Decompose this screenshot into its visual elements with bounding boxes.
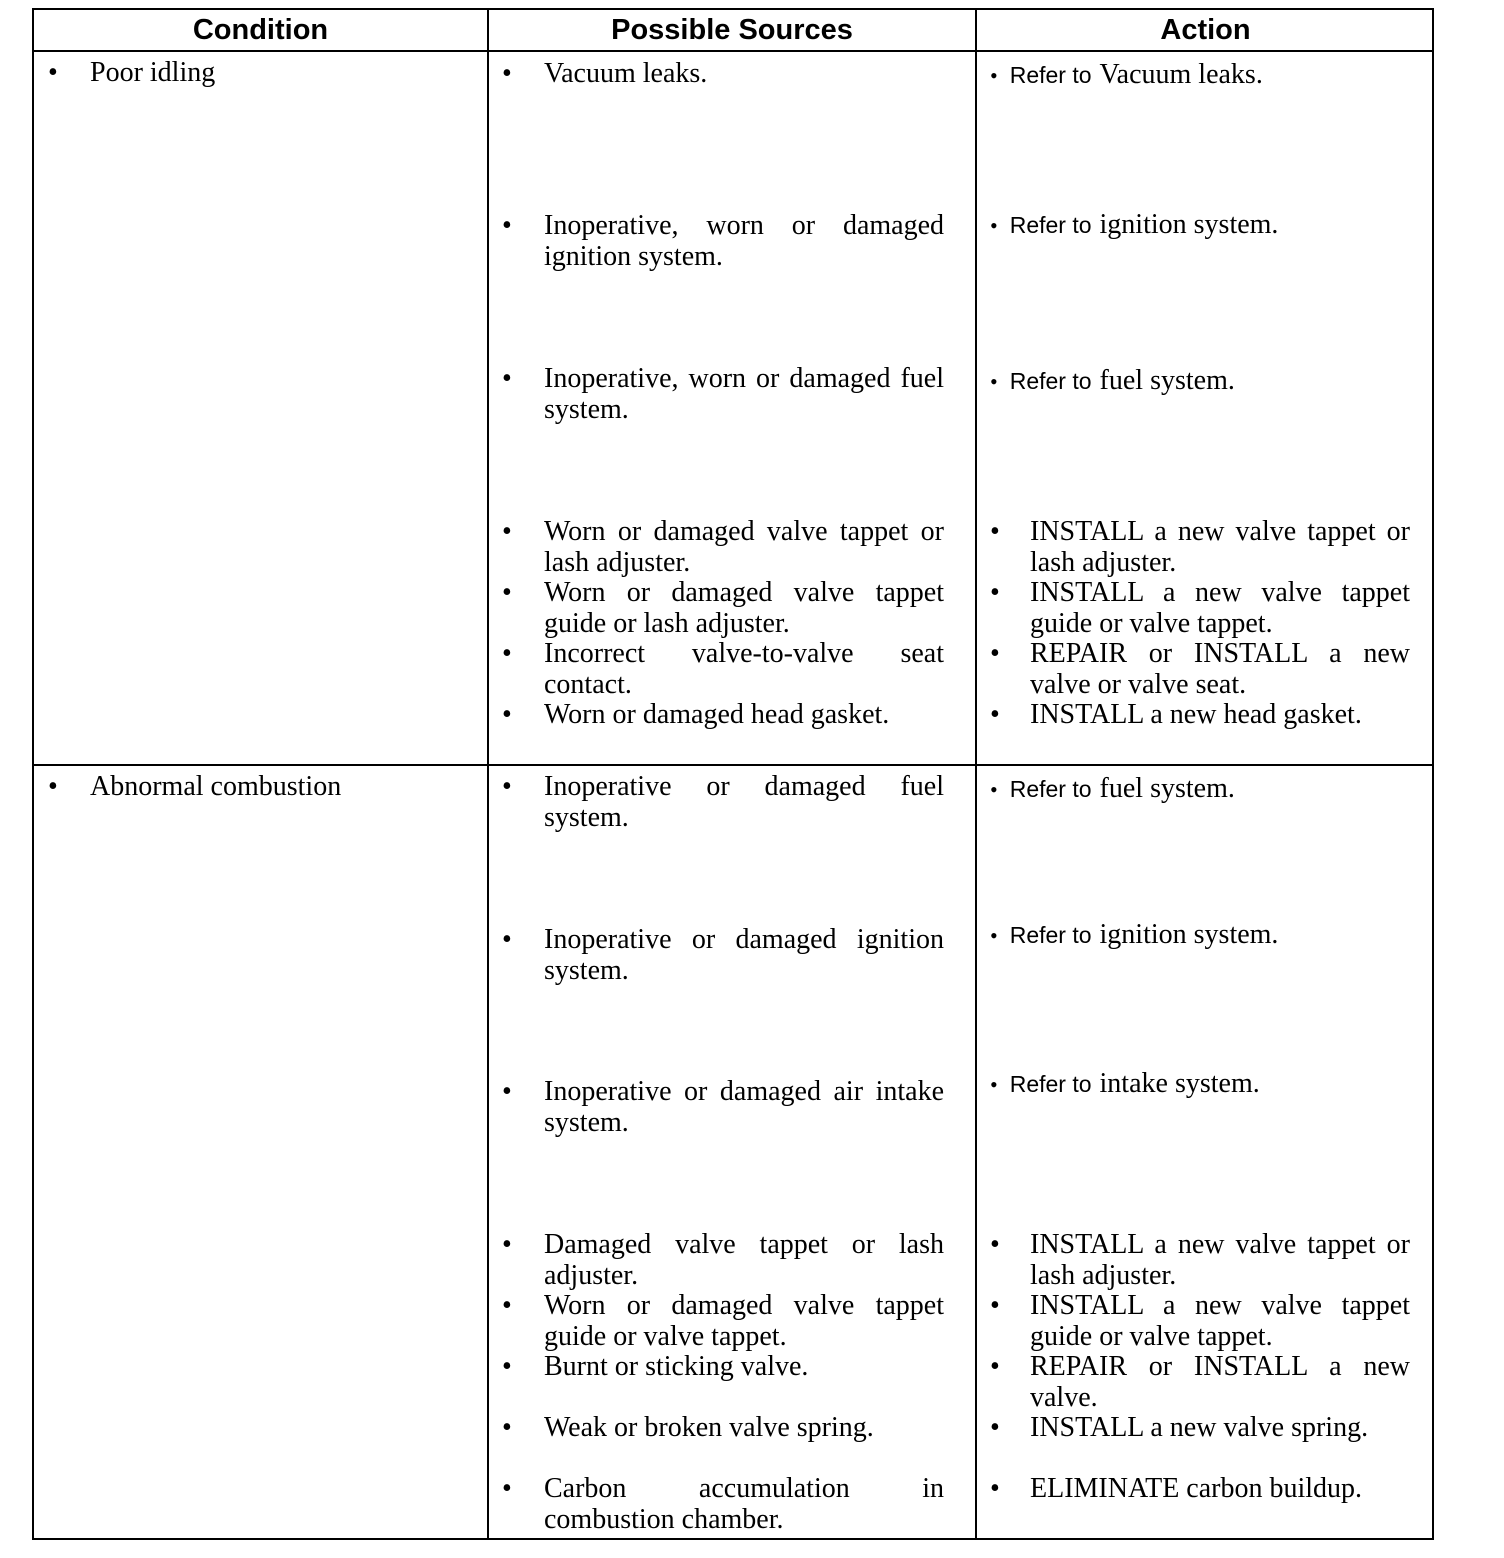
source-item (502, 639, 944, 700)
source-text: Vacuum leaks. (544, 58, 708, 89)
troubleshooting-table (32, 8, 1434, 1540)
bullet-icon: • (990, 516, 1000, 547)
bullet-icon: • (502, 1076, 512, 1107)
condition-cell (48, 58, 215, 88)
source-item (502, 925, 944, 986)
bullet-icon: • (990, 1290, 1000, 1321)
bullet-icon: • (502, 1351, 512, 1382)
bullet-icon: • (990, 699, 1000, 730)
refer-label: Refer to (1009, 212, 1092, 238)
header-action: Action (1160, 14, 1251, 46)
bullet-icon: • (502, 1473, 512, 1504)
refer-target: fuel system. (1099, 365, 1235, 396)
action-item (990, 1352, 1410, 1413)
action-item (990, 1230, 1410, 1291)
bullet-icon: • (502, 210, 512, 241)
source-item (502, 700, 944, 731)
action-item (990, 578, 1410, 639)
bullet-icon: • (502, 771, 512, 802)
refer-label: Refer to (1009, 922, 1092, 948)
bullet-icon: • (990, 63, 998, 88)
column-divider (487, 10, 489, 1538)
source-item (502, 517, 944, 578)
source-text: Worn or damaged head gasket. (544, 699, 890, 730)
bullet-icon: • (990, 577, 1000, 608)
source-item (502, 1474, 944, 1535)
refer-target: ignition system. (1099, 209, 1279, 240)
row-divider (34, 764, 1432, 766)
bullet-icon: • (502, 577, 512, 608)
bullet-icon: • (502, 363, 512, 394)
refer-target: fuel system. (1099, 773, 1235, 804)
source-text: Inoperative, worn or damaged ignition system. (544, 210, 944, 272)
action-text: INSTALL a new valve spring. (1030, 1412, 1369, 1443)
bullet-icon: • (502, 58, 512, 89)
refer-label: Refer to (1009, 1071, 1092, 1097)
action-text: INSTALL a new valve tappet guide or valve tappet. (1030, 1290, 1410, 1352)
bullet-icon: • (990, 923, 998, 948)
bullet-icon: • (990, 1072, 998, 1097)
source-item (502, 59, 944, 90)
condition-text: Abnormal combustion (90, 771, 342, 802)
bullet-icon: • (502, 1229, 512, 1260)
source-text: Incorrect valve-to-valve seat contact. (544, 638, 944, 700)
action-text: REPAIR or INSTALL a new valve. (1030, 1351, 1410, 1413)
bullet-icon: • (990, 1473, 1000, 1504)
action-refer-item (990, 1069, 1260, 1100)
action-text: REPAIR or INSTALL a new valve or valve seat. (1030, 638, 1410, 700)
source-item (502, 1291, 944, 1352)
source-text: Worn or damaged valve tappet or lash adjuster. (544, 516, 944, 578)
action-item (990, 1413, 1410, 1444)
action-text: INSTALL a new valve tappet guide or valve tappet. (1030, 577, 1410, 639)
refer-target: intake system. (1099, 1068, 1260, 1099)
column-divider (975, 10, 977, 1538)
bullet-icon: • (48, 57, 58, 88)
condition-cell (48, 772, 341, 802)
bullet-icon: • (990, 638, 1000, 669)
action-refer-item (990, 60, 1263, 91)
source-text: Burnt or sticking valve. (544, 1351, 809, 1382)
refer-label: Refer to (1009, 776, 1092, 802)
source-text: Inoperative, worn or damaged fuel system. (544, 363, 944, 425)
bullet-icon: • (990, 1229, 1000, 1260)
source-item (502, 1413, 944, 1444)
action-refer-item (990, 920, 1278, 951)
header-possible-sources: Possible Sources (611, 14, 853, 46)
bullet-icon: • (990, 1412, 1000, 1443)
condition-text: Poor idling (90, 57, 216, 88)
action-text: INSTALL a new valve tappet or lash adjuster. (1030, 1229, 1410, 1291)
source-item (502, 364, 944, 425)
bullet-icon: • (502, 516, 512, 547)
source-text: Inoperative or damaged air intake system. (544, 1076, 944, 1138)
action-item (990, 1474, 1410, 1505)
action-text: ELIMINATE carbon buildup. (1030, 1473, 1363, 1504)
source-text: Carbon accumulation in combustion chamber. (544, 1473, 944, 1535)
source-item (502, 1077, 944, 1138)
source-item (502, 772, 944, 833)
refer-label: Refer to (1009, 62, 1092, 88)
refer-target: Vacuum leaks. (1099, 59, 1263, 90)
source-item (502, 1230, 944, 1291)
action-item (990, 700, 1410, 731)
bullet-icon: • (990, 777, 998, 802)
action-refer-item (990, 210, 1278, 241)
source-text: Inoperative or damaged fuel system. (544, 771, 944, 833)
source-text: Worn or damaged valve tappet guide or valve tappet. (544, 1290, 944, 1352)
bullet-icon: • (502, 1290, 512, 1321)
bullet-icon: • (990, 1351, 1000, 1382)
header-condition: Condition (192, 14, 329, 46)
source-text: Weak or broken valve spring. (544, 1412, 874, 1443)
bullet-icon: • (990, 369, 998, 394)
action-refer-item (990, 366, 1235, 397)
source-item (502, 1352, 944, 1383)
action-item (990, 1291, 1410, 1352)
source-text: Inoperative or damaged ignition system. (544, 924, 944, 986)
source-item (502, 578, 944, 639)
refer-target: ignition system. (1099, 919, 1279, 950)
bullet-icon: • (502, 1412, 512, 1443)
action-item (990, 517, 1410, 578)
source-item (502, 211, 944, 272)
action-text: INSTALL a new valve tappet or lash adjuster. (1030, 516, 1410, 578)
bullet-icon: • (502, 924, 512, 955)
bullet-icon: • (48, 771, 58, 802)
action-text: INSTALL a new head gasket. (1030, 699, 1362, 730)
action-item (990, 639, 1410, 700)
bullet-icon: • (502, 638, 512, 669)
bullet-icon: • (502, 699, 512, 730)
action-refer-item (990, 774, 1235, 805)
source-text: Damaged valve tappet or lash adjuster. (544, 1229, 944, 1291)
bullet-icon: • (990, 213, 998, 238)
source-text: Worn or damaged valve tappet guide or lash adjuster. (544, 577, 944, 639)
refer-label: Refer to (1009, 368, 1092, 394)
